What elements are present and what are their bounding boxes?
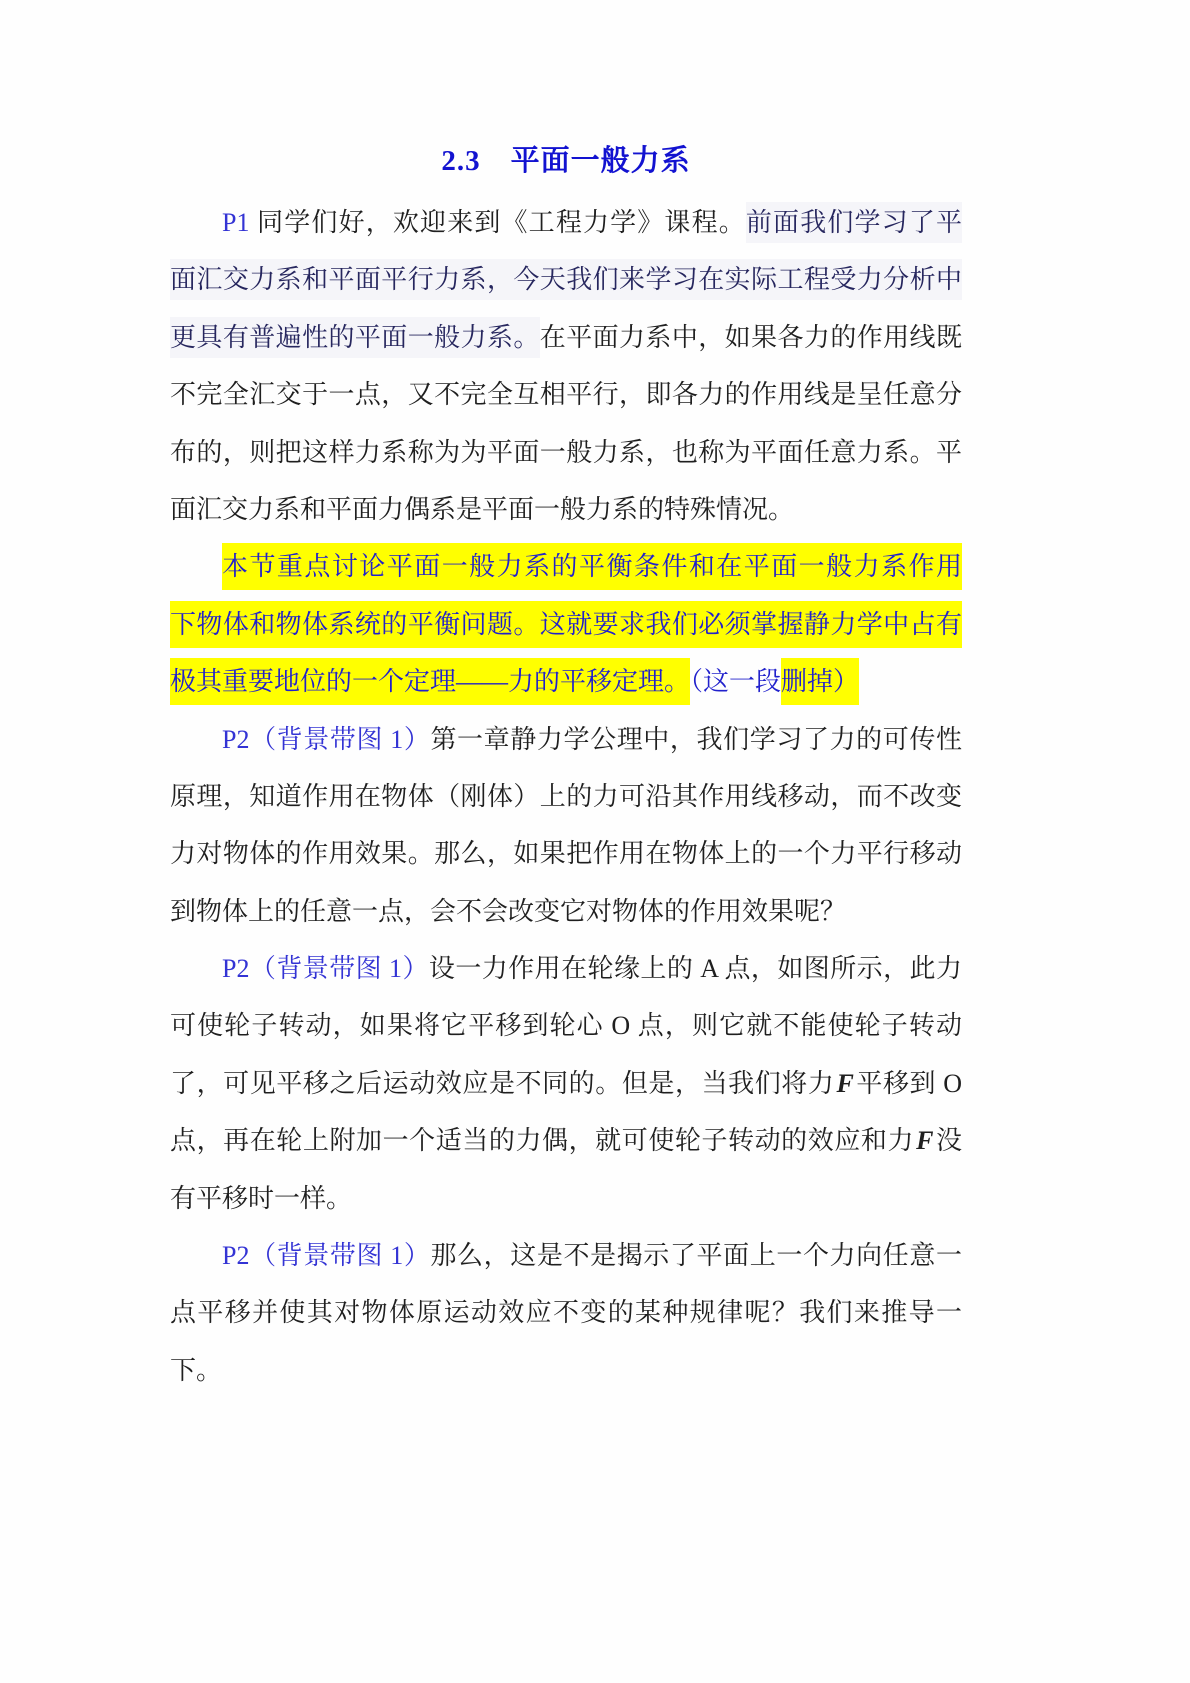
text-run: 了，可见平移之后运动效应是不同的。但是，当我们将力 [170, 1068, 835, 1098]
text-line [170, 194, 962, 251]
text-line [170, 1170, 962, 1227]
text-run: 在平面力系中，如果各力的作用线既 [539, 322, 962, 352]
text-run: 第一章静力学公理中，我们学习了力的可传性 [430, 724, 962, 754]
text-run: 设一力作用在轮缘上的 A 点，如图所示，此力 [428, 954, 962, 984]
text-run: 同学们好，欢迎来到《工程力学》课程。 [257, 208, 746, 237]
deletion-note: （这一段 [690, 667, 782, 697]
p3-transmissibility [170, 711, 962, 941]
text-line [170, 653, 962, 710]
text-run: 面汇交力系和平面平行力系，今天我们来学习在实际工程受力分析中 [170, 259, 962, 300]
text-line [170, 940, 962, 997]
text-run: 不完全汇交于一点，又不完全互相平行，即各力的作用线是呈任意分 [170, 380, 962, 410]
force-symbol: F [836, 1068, 854, 1098]
text-run: 面汇交力系和平面力偶系是平面一般力系的特殊情况。 [170, 494, 795, 524]
text-line [170, 1227, 962, 1284]
highlighted-text: 本节重点讨论平面一般力系的平衡条件和在平面一般力系作用 [222, 543, 962, 590]
text-line [170, 825, 962, 882]
page-title: 2.3 平面一般力系 [441, 145, 691, 177]
text-line [170, 596, 962, 653]
text-line [170, 1055, 962, 1112]
text-line [170, 309, 962, 366]
text-line [170, 768, 962, 825]
text-run: 可使轮子转动，如果将它平移到轮心 O 点，则它就不能使轮子转动 [170, 1011, 962, 1041]
p4-wheel-example [170, 940, 962, 1227]
text-run: 前面我们学习了平 [746, 202, 962, 243]
text-line [170, 251, 962, 308]
text-run: 那么，这是不是揭示了平面上一个力向任意一 [430, 1241, 962, 1271]
text-line [170, 1284, 962, 1341]
paragraph-marker: P1 [222, 208, 258, 237]
text-run: 点平移并使其对物体原运动效应不变的某种规律呢？我们来推导一 [170, 1298, 962, 1328]
text-run: 平移到 O [855, 1068, 962, 1098]
force-symbol: F [916, 1126, 934, 1156]
text-line [170, 538, 962, 595]
highlighted-text: 删掉） [781, 658, 859, 705]
text-run: 到物体上的任意一点，会不会改变它对物体的作用效果呢？ [170, 896, 847, 926]
text-line [170, 711, 962, 768]
paragraph-marker: P2（背景带图 1） [222, 954, 429, 984]
paragraph-marker: P2（背景带图 1） [222, 1241, 431, 1271]
p2-highlighted-note [170, 538, 962, 710]
highlighted-text: 下物体和物体系统的平衡问题。这就要求我们必须掌握静力学中占有 [170, 601, 962, 648]
text-line [170, 997, 962, 1054]
text-run: 原理，知道作用在物体（刚体）上的力可沿其作用线移动，而不改变 [170, 781, 962, 811]
text-line [170, 1112, 962, 1169]
p1-intro [170, 194, 962, 538]
text-run: 更具有普遍性的平面一般力系。 [170, 317, 540, 358]
text-run: 下。 [170, 1355, 223, 1385]
text-run: 有平移时一样。 [170, 1183, 353, 1213]
text-line [170, 424, 962, 481]
text-run: 没 [935, 1126, 962, 1156]
text-line [170, 883, 962, 940]
paragraph-marker: P2（背景带图 1） [222, 724, 431, 754]
text-line [170, 366, 962, 423]
text-run: 布的，则把这样力系称为为平面一般力系，也称为平面任意力系。平 [170, 437, 962, 467]
document-body [170, 194, 962, 1399]
p5-derivation-intro [170, 1227, 962, 1399]
text-run: 力对物体的作用效果。那么，如果把作用在物体上的一个力平行移动 [170, 839, 962, 869]
highlighted-text: 极其重要地位的一个定理——力的平移定理。 [170, 658, 690, 705]
text-run: 点，再在轮上附加一个适当的力偶，就可使轮子转动的效应和力 [170, 1126, 915, 1156]
text-line [170, 1342, 962, 1399]
text-line [170, 481, 962, 538]
